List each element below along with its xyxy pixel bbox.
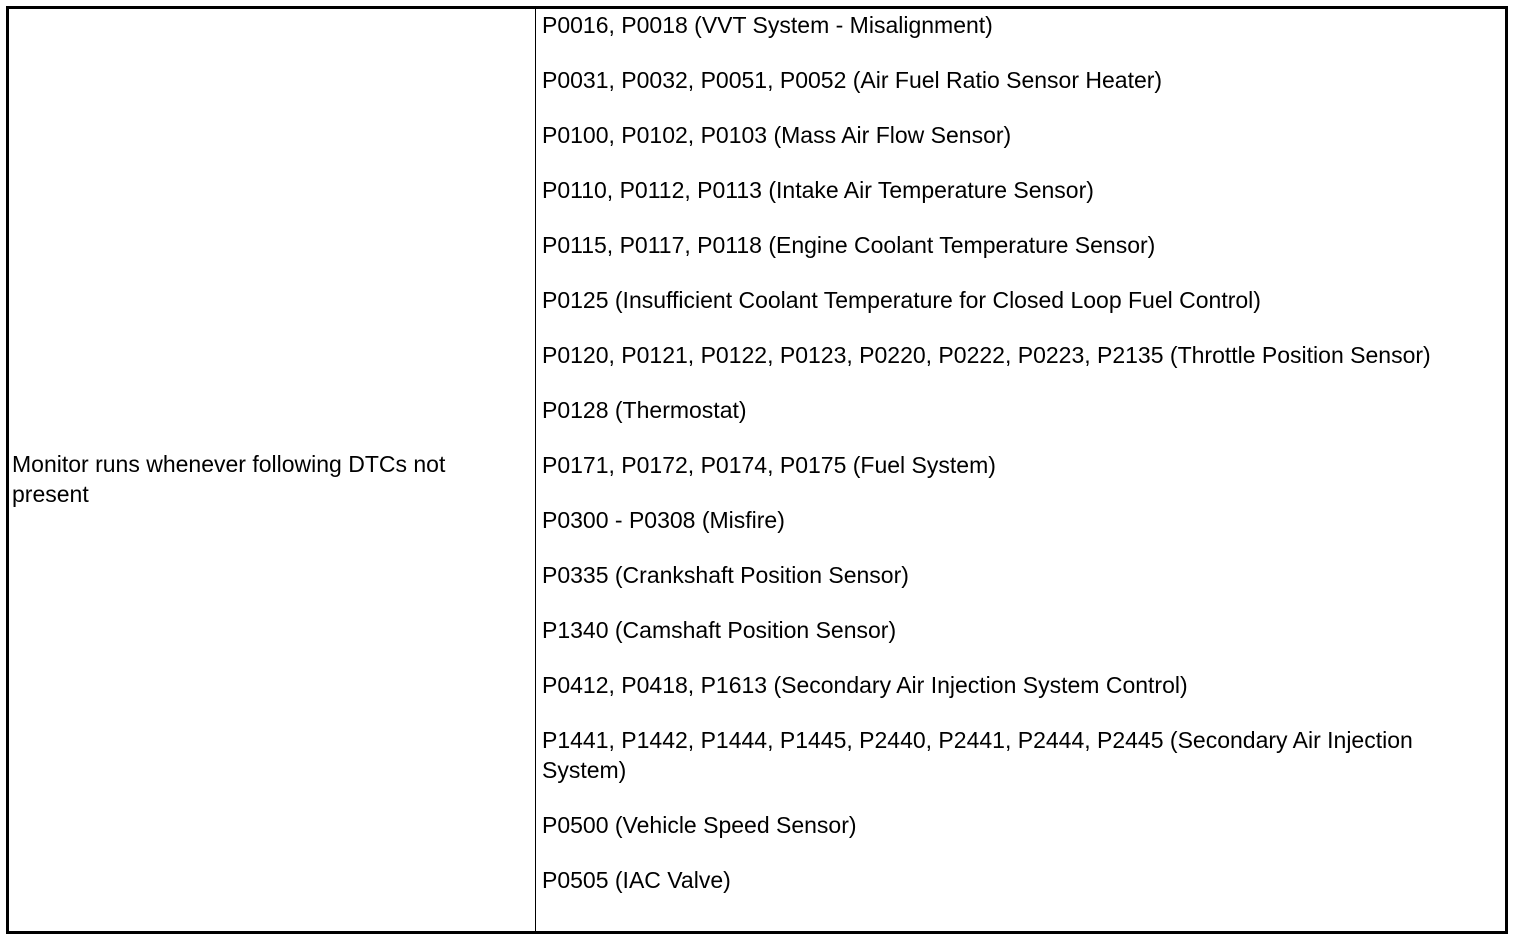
dtc-entry-af-sensor-heater: P0031, P0032, P0051, P0052 (Air Fuel Ratio Sensor Heater)	[542, 67, 1163, 93]
dtc-entry-vehicle-speed: P0500 (Vehicle Speed Sensor)	[542, 812, 857, 838]
dtc-entry-secondary-air-control: P0412, P0418, P1613 (Secondary Air Injection System Control)	[542, 672, 1188, 698]
dtc-entry-ect-sensor: P0115, P0117, P0118 (Engine Coolant Temperature Sensor)	[542, 232, 1156, 258]
dtc-entry-maf-sensor: P0100, P0102, P0103 (Mass Air Flow Sensor)	[542, 122, 1012, 148]
dtc-entry-coolant-temp-closed-loop: P0125 (Insufficient Coolant Temperature for Closed Loop Fuel Control)	[542, 287, 1261, 313]
dtc-entry-iat-sensor: P0110, P0112, P0113 (Intake Air Temperature Sensor)	[542, 177, 1094, 203]
condition-cell	[9, 9, 536, 931]
dtc-entry-crankshaft-position: P0335 (Crankshaft Position Sensor)	[542, 562, 909, 588]
dtc-entry-iac-valve: P0505 (IAC Valve)	[542, 867, 731, 893]
dtc-entry-thermostat: P0128 (Thermostat)	[542, 397, 747, 423]
dtc-entry-throttle-position: P0120, P0121, P0122, P0123, P0220, P0222, P0223, P2135 (Throttle Position Sensor)	[542, 342, 1431, 368]
dtc-entry-fuel-system: P0171, P0172, P0174, P0175 (Fuel System)	[542, 452, 996, 478]
dtc-entry-misfire: P0300 - P0308 (Misfire)	[542, 507, 785, 533]
condition-text: Monitor runs whenever following DTCs not present	[12, 451, 446, 507]
dtc-list	[542, 10, 1499, 895]
dtc-entry-secondary-air-system: P1441, P1442, P1444, P1445, P2440, P2441, P2444, P2445 (Secondary Air Injection System)	[542, 727, 1413, 783]
dtc-list-cell	[536, 9, 1505, 931]
dtc-entry-vvt: P0016, P0018 (VVT System - Misalignment)	[542, 12, 993, 38]
dtc-conditions-table	[6, 6, 1508, 934]
dtc-entry-camshaft-position: P1340 (Camshaft Position Sensor)	[542, 617, 897, 643]
